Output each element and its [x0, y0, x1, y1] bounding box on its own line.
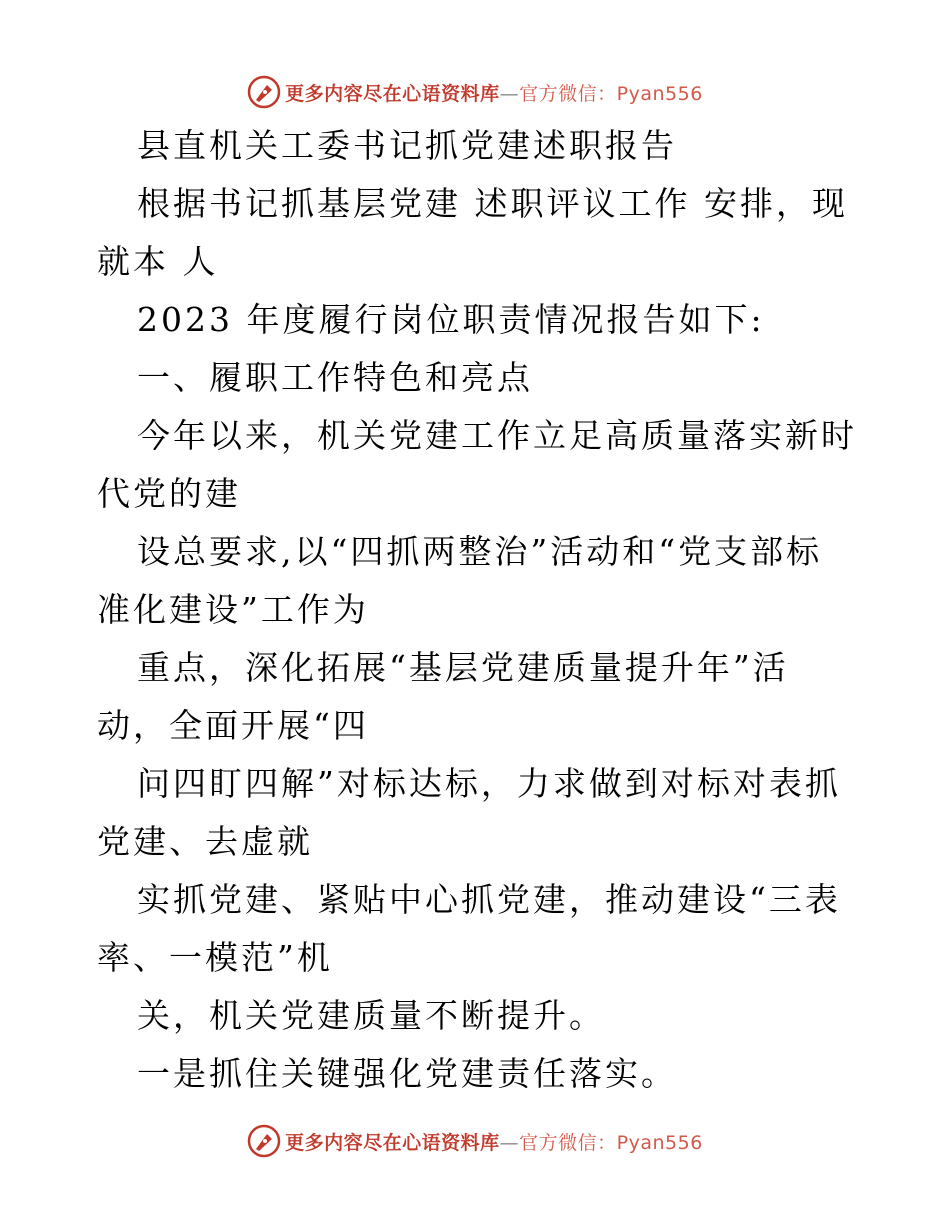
paragraph: 设总要求,以“四抓两整治”活动和“党支部标准化建设”工作为	[97, 532, 823, 629]
pen-nib-logo-icon	[247, 1124, 281, 1158]
watermark-brand: 更多内容尽在心语资料库	[285, 82, 500, 105]
paragraph: 今年以来，机关党建工作立足高质量落实新时代党的建	[97, 416, 857, 513]
watermark-brand: 更多内容尽在心语资料库	[285, 1131, 500, 1154]
paragraph: 根据书记抓基层党建 述职评议工作 安排，现就本 人	[97, 184, 848, 281]
paragraph: 一是抓住关键强化党建责任落实。	[137, 1054, 677, 1093]
footer-watermark	[0, 1121, 950, 1161]
watermark-contact: 官方微信：Pyan556	[519, 82, 703, 105]
watermark-text	[285, 79, 703, 106]
paragraph: 关，机关党建质量不断提升。	[137, 996, 605, 1035]
pen-nib-logo-icon	[247, 75, 281, 109]
section-heading: 一、履职工作特色和亮点	[137, 358, 533, 397]
document-body	[97, 117, 857, 1103]
watermark-separator: —	[499, 82, 520, 105]
watermark-separator: —	[499, 1131, 520, 1154]
paragraph: 2023 年度履行岗位职责情况报告如下:	[137, 300, 765, 339]
header-watermark	[0, 72, 950, 112]
document-title: 县直机关工委书记抓党建述职报告	[137, 126, 677, 165]
watermark-contact: 官方微信：Pyan556	[519, 1131, 703, 1154]
paragraph: 实抓党建、紧贴中心抓党建，推动建设“三表率、一模范”机	[97, 880, 841, 977]
watermark-text	[285, 1128, 703, 1155]
paragraph: 重点，深化拓展“基层党建质量提升年”活动，全面开展“四	[97, 648, 789, 745]
paragraph: 问四盯四解”对标达标，力求做到对标对表抓党建、去虚就	[97, 764, 841, 861]
